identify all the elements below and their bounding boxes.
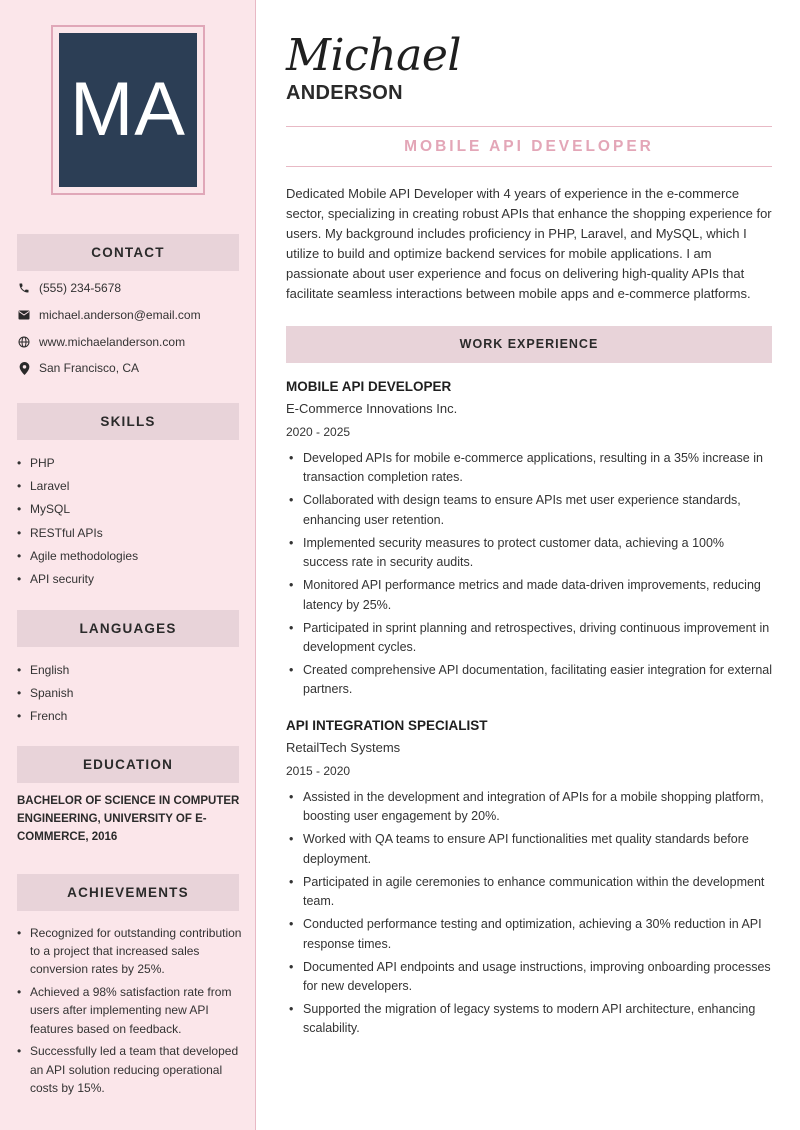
languages-header: LANGUAGES [17, 610, 239, 647]
list-item: • English [17, 662, 242, 685]
list-item: • Successfully led a team that developed an API solution reducing operational costs by 15%. [17, 1042, 242, 1097]
list-item: • Spanish [17, 685, 242, 708]
list-item: • Supported the migration of legacy systems to modern API architecture, enhancing scalability. [286, 1000, 772, 1039]
monogram: MA [59, 33, 197, 187]
list-item: • Collaborated with design teams to ensure APIs met user experience standards, enhancing user retention. [286, 491, 772, 530]
contact-phone [17, 280, 121, 296]
contact-header: CONTACT [17, 234, 239, 271]
list-item: • Implemented security measures to protect customer data, achieving a 100% success rate in security audits. [286, 534, 772, 573]
job-entry-dates: 2015 - 2020 [286, 764, 351, 778]
list-item: • Developed APIs for mobile e-commerce applications, resulting in a 35% increase in transaction completion rates. [286, 449, 772, 488]
summary: Dedicated Mobile API Developer with 4 years of experience in the e-commerce sector, specializing in creating robust APIs that enhance the shopping experience for users. My background includes proficiency in PHP, Laravel, and MySQL, which I utilize to build and optimize backend services for mobile applications. I am passionate about user experience and focus on delivering high-quality APIs that facilitate seamless interactions between mobile apps and e-commerce platforms. [286, 186, 772, 302]
phone-text[interactable]: (555) 234-5678 [39, 281, 122, 295]
job-entry-company: RetailTech Systems [286, 740, 401, 755]
job-entry-company: E-Commerce Innovations Inc. [286, 401, 458, 416]
list-item: • Participated in agile ceremonies to enhance communication within the development team. [286, 873, 772, 912]
last-name: ANDERSON [286, 82, 403, 104]
work-experience-header: WORK EXPERIENCE [286, 326, 772, 363]
list-item: • API security [17, 571, 242, 594]
achievements-header: ACHIEVEMENTS [17, 874, 239, 911]
job-entry-dates: 2020 - 2025 [286, 425, 351, 439]
list-item: • Laravel [17, 478, 242, 501]
languages-list [17, 662, 242, 732]
job-entry-bullets [286, 449, 772, 700]
list-item: • Monitored API performance metrics and made data-driven improvements, reducing latency by 25%. [286, 576, 772, 615]
list-item: • Conducted performance testing and optimization, achieving a 30% reduction in API response times. [286, 915, 772, 954]
job-entry [286, 718, 772, 1042]
monogram-frame [51, 25, 205, 195]
list-item: • Recognized for outstanding contribution to a project that increased sales conversion rates by 25%. [17, 924, 242, 979]
skills-list [17, 455, 242, 594]
job-entry-title: API INTEGRATION SPECIALIST [286, 718, 488, 733]
job-entry [286, 379, 772, 703]
list-item: • Participated in sprint planning and retrospectives, driving continuous improvement in development cycles. [286, 619, 772, 658]
job-entry-bullets [286, 788, 772, 1039]
location-text: San Francisco, CA [39, 361, 140, 375]
achievements-list [17, 924, 242, 1102]
title-rule-top [286, 126, 772, 127]
list-item: • Achieved a 98% satisfaction rate from users after implementing new API features based on feedback. [17, 983, 242, 1038]
phone-icon [17, 281, 31, 295]
globe-icon [17, 335, 31, 349]
skills-header: SKILLS [17, 403, 239, 440]
contact-location [17, 360, 139, 376]
website-text[interactable]: www.michaelanderson.com [39, 335, 186, 349]
education-text: BACHELOR OF SCIENCE IN COMPUTER ENGINEERING, UNIVERSITY OF E-COMMERCE, 2016 [17, 795, 240, 844]
contact-email [17, 307, 201, 323]
email-icon [17, 308, 31, 322]
list-item: • Created comprehensive API documentation, facilitating easier integration for external partners. [286, 661, 772, 700]
education-header: EDUCATION [17, 746, 239, 783]
list-item: • French [17, 708, 242, 731]
email-text[interactable]: michael.anderson@email.com [39, 308, 201, 322]
location-pin-icon [17, 361, 31, 375]
job-title: MOBILE API DEVELOPER [404, 138, 654, 155]
contact-website [17, 334, 185, 350]
job-entry-title: MOBILE API DEVELOPER [286, 379, 452, 394]
list-item: • PHP [17, 455, 242, 478]
list-item: • Assisted in the development and integration of APIs for a mobile shopping platform, boosting user engagement by 20%. [286, 788, 772, 827]
list-item: • Documented API endpoints and usage instructions, improving onboarding processes for new developers. [286, 958, 772, 997]
sidebar [0, 0, 256, 1130]
list-item: • MySQL [17, 501, 242, 524]
list-item: • RESTful APIs [17, 525, 242, 548]
list-item: • Agile methodologies [17, 548, 242, 571]
first-name: Michael [286, 30, 461, 81]
title-rule-bottom [286, 166, 772, 167]
list-item: • Worked with QA teams to ensure API functionalities met quality standards before deployment. [286, 830, 772, 869]
